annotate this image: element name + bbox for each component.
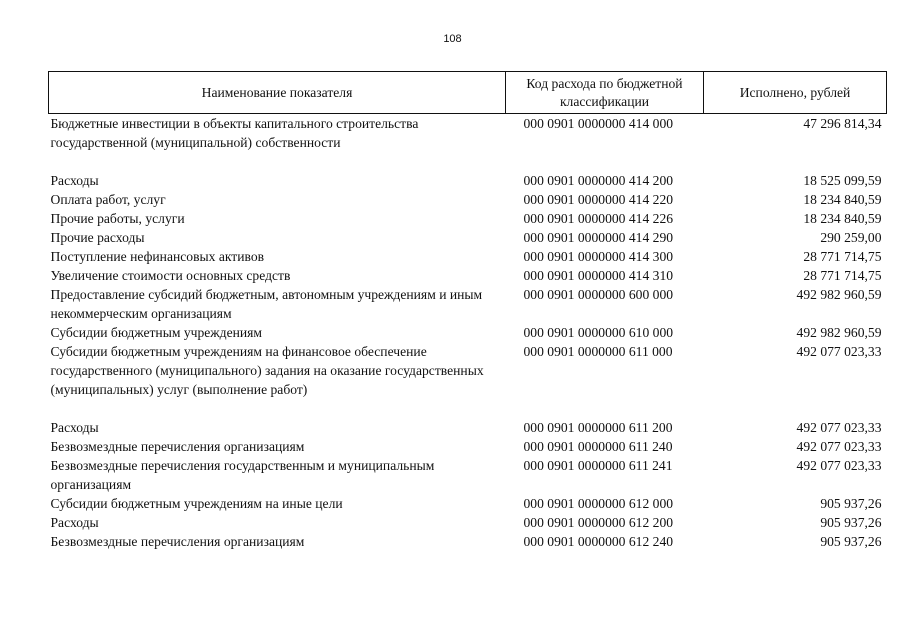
table-row — [49, 323, 887, 342]
row-name: Бюджетные инвестиции в объекты капитального строительства государственной (муниципальной) собственности — [50, 116, 419, 150]
table-header — [49, 72, 887, 114]
row-code: 000 0901 0000000 414 000 — [523, 116, 674, 131]
spacer-row — [49, 399, 887, 418]
table-row — [49, 190, 887, 209]
row-code: 000 0901 0000000 414 220 — [523, 192, 674, 207]
row-amount: 28 771 714,75 — [803, 249, 882, 264]
row-amount: 492 077 023,33 — [796, 344, 882, 359]
table-row — [49, 209, 887, 228]
row-code: 000 0901 0000000 610 000 — [523, 325, 674, 340]
row-name: Безвозмездные перечисления государственным и муниципальным организациям — [50, 458, 435, 492]
table-row — [49, 437, 887, 456]
table-row — [49, 456, 887, 494]
row-amount: 492 982 960,59 — [796, 325, 882, 340]
row-amount: 18 525 099,59 — [803, 173, 882, 188]
row-amount: 290 259,00 — [820, 230, 882, 245]
row-code: 000 0901 0000000 612 000 — [523, 496, 674, 511]
table-row — [49, 114, 887, 153]
row-name: Прочие расходы — [50, 230, 145, 245]
table-row — [49, 285, 887, 323]
row-amount: 492 982 960,59 — [796, 287, 882, 302]
table-body — [49, 114, 887, 552]
row-amount: 492 077 023,33 — [796, 439, 882, 454]
row-name: Расходы — [50, 420, 99, 435]
header-row — [49, 72, 887, 114]
row-amount: 905 937,26 — [820, 515, 882, 530]
row-name: Расходы — [50, 515, 99, 530]
row-name: Увеличение стоимости основных средств — [50, 268, 291, 283]
row-code: 000 0901 0000000 612 240 — [523, 534, 674, 549]
row-code: 000 0901 0000000 414 300 — [523, 249, 674, 264]
row-name: Безвозмездные перечисления организациям — [50, 534, 305, 549]
budget-table — [48, 71, 887, 551]
row-code: 000 0901 0000000 414 200 — [523, 173, 674, 188]
header-name: Наименование показателя — [49, 72, 506, 114]
row-name: Субсидии бюджетным учреждениям на иные цели — [50, 496, 343, 511]
header-amount: Исполнено, рублей — [704, 72, 887, 114]
row-amount: 47 296 814,34 — [803, 116, 882, 131]
table-row — [49, 342, 887, 399]
row-code: 000 0901 0000000 414 290 — [523, 230, 674, 245]
table-row — [49, 266, 887, 285]
row-code: 000 0901 0000000 414 310 — [523, 268, 674, 283]
table-row — [49, 532, 887, 551]
row-code: 000 0901 0000000 611 240 — [523, 439, 673, 454]
row-name: Поступление нефинансовых активов — [50, 249, 265, 264]
row-amount: 18 234 840,59 — [803, 192, 882, 207]
row-amount: 18 234 840,59 — [803, 211, 882, 226]
row-code: 000 0901 0000000 600 000 — [523, 287, 674, 302]
table-row — [49, 494, 887, 513]
row-code: 000 0901 0000000 611 000 — [523, 344, 673, 359]
spacer-row — [49, 152, 887, 171]
row-name: Субсидии бюджетным учреждениям на финансовое обеспечение государственного (муниципального) задания на оказание государственных (муниципальных) услуг (выполнение работ) — [50, 344, 484, 397]
table-row — [49, 418, 887, 437]
row-amount: 492 077 023,33 — [796, 458, 882, 473]
table-row — [49, 171, 887, 190]
header-code: Код расхода по бюджетной классификации — [506, 72, 704, 114]
row-name: Предоставление субсидий бюджетным, автономным учреждениям и иным некоммерческим организациям — [50, 287, 483, 321]
row-name: Безвозмездные перечисления организациям — [50, 439, 305, 454]
page-number: 108 — [443, 33, 462, 45]
row-name: Оплата работ, услуг — [50, 192, 166, 207]
row-code: 000 0901 0000000 414 226 — [523, 211, 674, 226]
row-code: 000 0901 0000000 611 241 — [523, 458, 673, 473]
row-amount: 492 077 023,33 — [796, 420, 882, 435]
row-amount: 905 937,26 — [820, 496, 882, 511]
row-amount: 905 937,26 — [820, 534, 882, 549]
row-name: Прочие работы, услуги — [50, 211, 185, 226]
row-name: Субсидии бюджетным учреждениям — [50, 325, 263, 340]
row-name: Расходы — [50, 173, 99, 188]
row-amount: 28 771 714,75 — [803, 268, 882, 283]
table-row — [49, 228, 887, 247]
table-row — [49, 513, 887, 532]
row-code: 000 0901 0000000 612 200 — [523, 515, 674, 530]
row-code: 000 0901 0000000 611 200 — [523, 420, 673, 435]
table-row — [49, 247, 887, 266]
